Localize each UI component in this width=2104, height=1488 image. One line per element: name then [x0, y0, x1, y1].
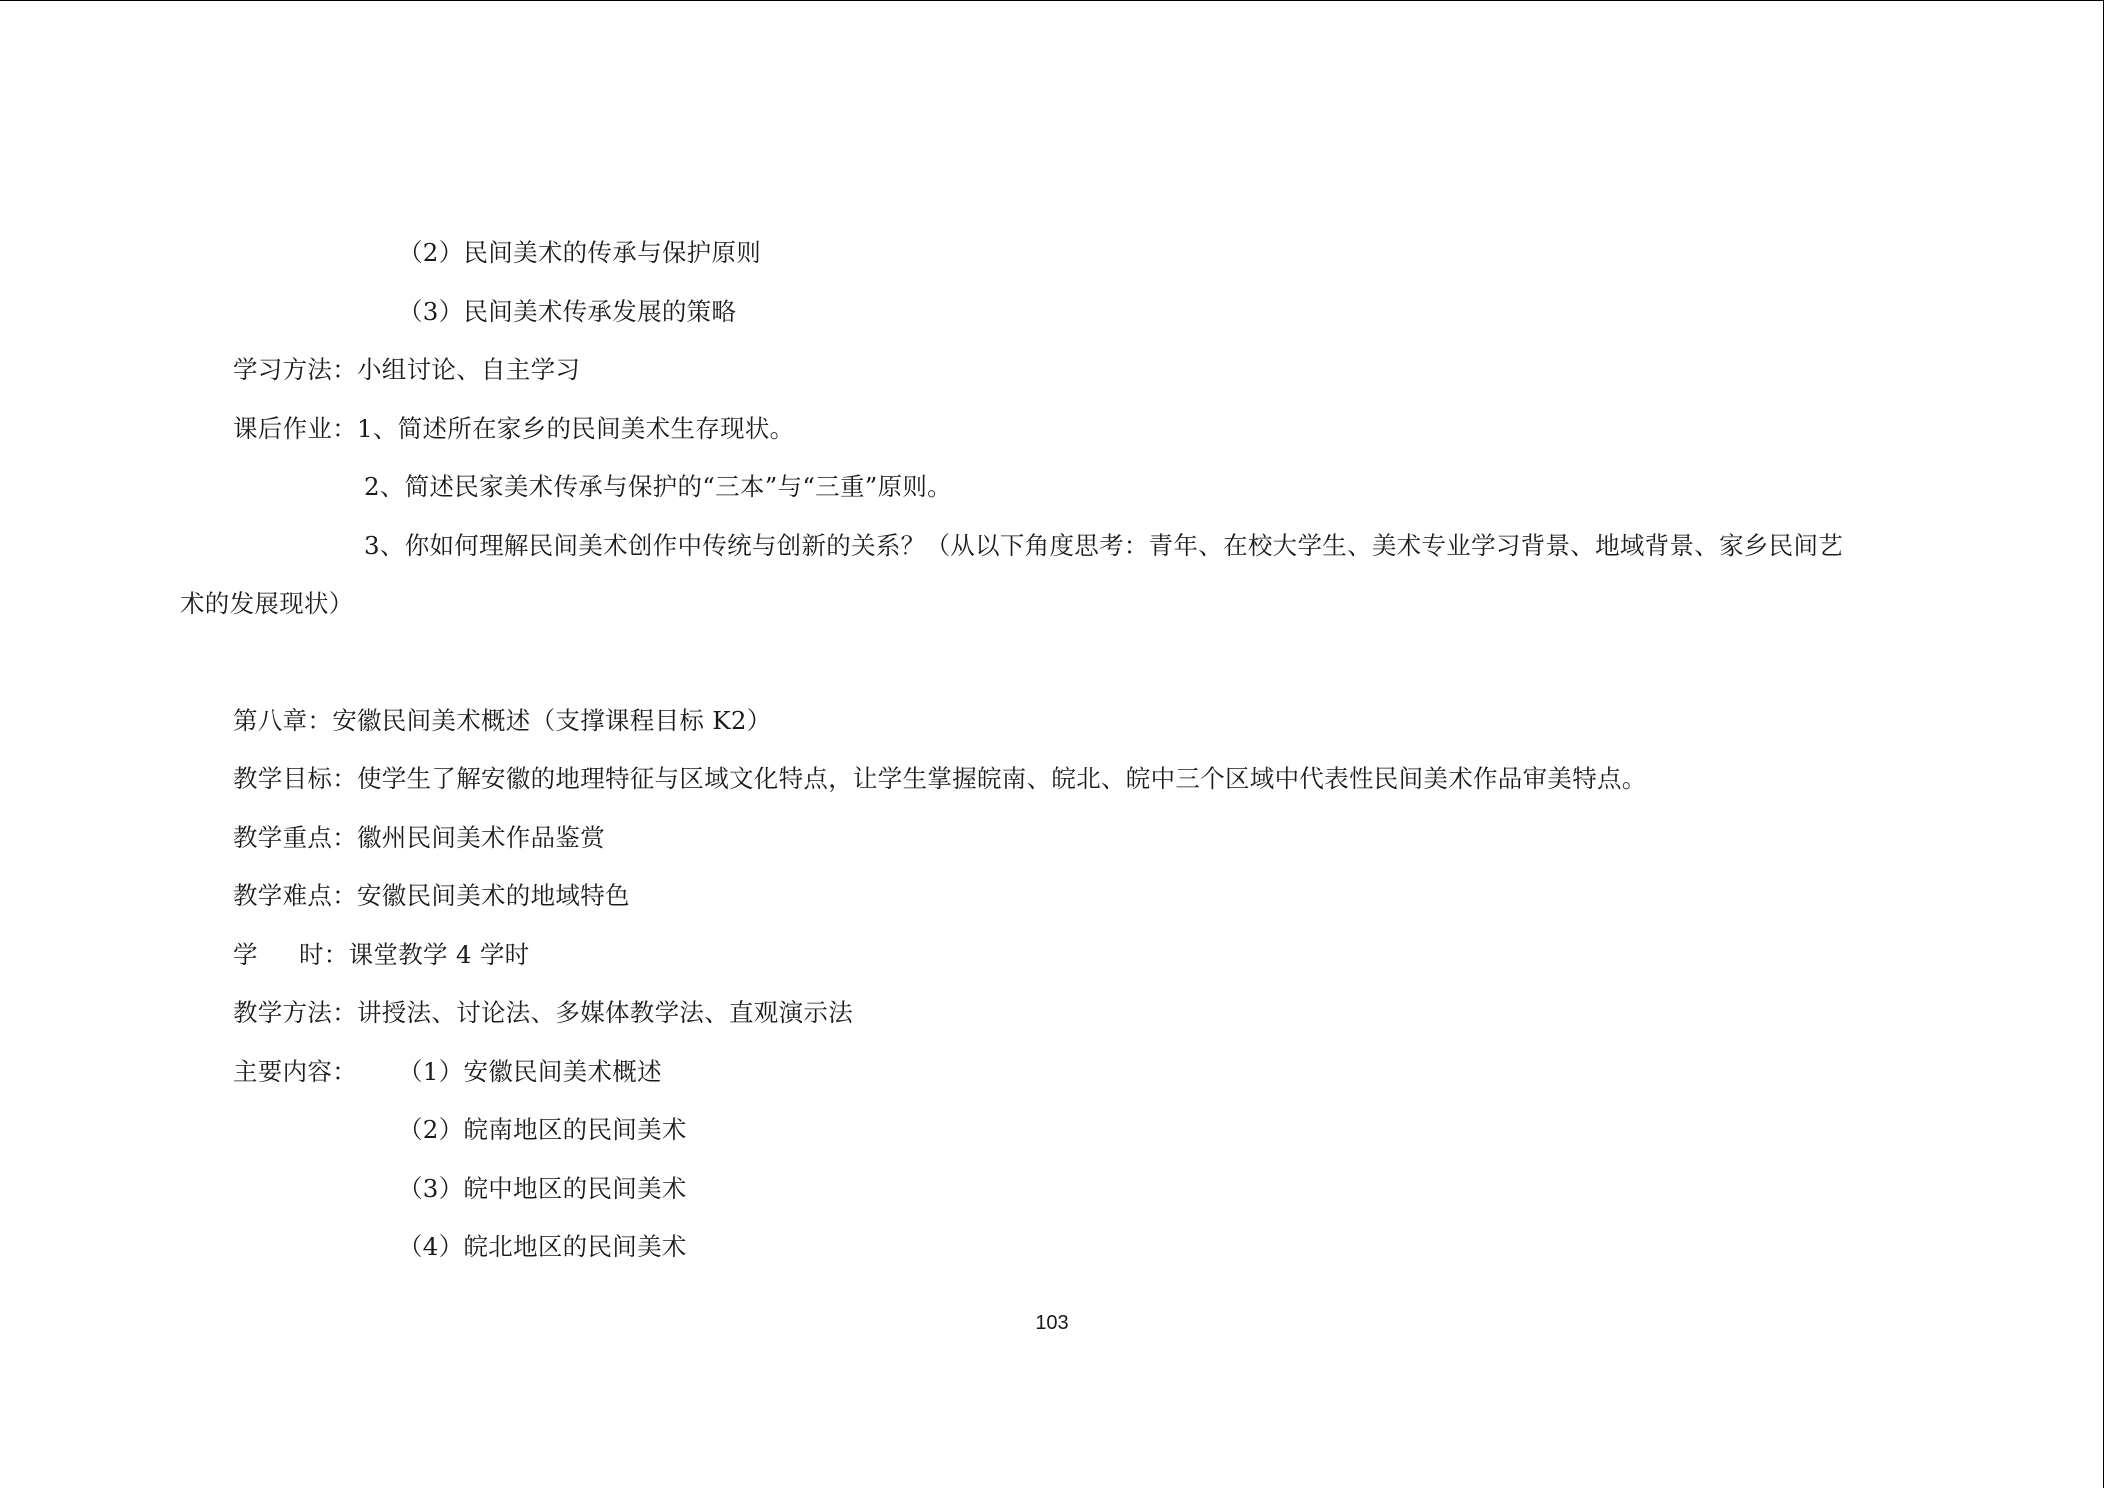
prev-content-item-3: （3）民间美术传承发展的策略: [398, 297, 737, 326]
main-content-label: 主要内容：: [233, 1057, 357, 1086]
teaching-difficulty-row: [233, 880, 630, 912]
teaching-difficulty-label: 教学难点：: [233, 881, 357, 910]
class-hours-label-b: 时：: [299, 940, 349, 969]
homework-label: 课后作业：: [233, 414, 357, 443]
teaching-goal-row: [233, 763, 1647, 795]
homework-item-3: 3、你如何理解民间美术创作中传统与创新的关系？（从以下角度思考：青年、在校大学生、美术专业学习背景、地域背景、家乡民间艺: [364, 531, 1844, 560]
teaching-focus-value: 徽州民间美术作品鉴赏: [357, 823, 605, 852]
teaching-focus-label: 教学重点：: [233, 823, 357, 852]
prev-content-item-2: （2）民间美术的传承与保护原则: [398, 238, 762, 267]
homework-row: [233, 413, 795, 445]
teaching-goal-value: 使学生了解安徽的地理特征与区域文化特点，让学生掌握皖南、皖北、皖中三个区域中代表性民间美术作品审美特点。: [357, 764, 1647, 793]
main-content-item-1: （1）安徽民间美术概述: [398, 1057, 662, 1086]
main-content-row: [233, 1056, 662, 1088]
study-method-row: [233, 354, 580, 386]
page-number: 103: [1035, 1312, 1069, 1334]
class-hours-row: [233, 939, 529, 971]
teaching-difficulty-value: 安徽民间美术的地域特色: [357, 881, 630, 910]
teaching-focus-row: [233, 822, 605, 854]
main-content-item-4: （4）皖北地区的民间美术: [398, 1232, 687, 1261]
teaching-method-row: [233, 997, 853, 1029]
chapter-8-title: 第八章：安徽民间美术概述（支撑课程目标 K2）: [233, 706, 772, 735]
main-content-item-3: （3）皖中地区的民间美术: [398, 1174, 687, 1203]
study-method-label: 学习方法：: [233, 355, 357, 384]
homework-item-1: 1、简述所在家乡的民间美术生存现状。: [357, 414, 795, 443]
main-content-item-2: （2）皖南地区的民间美术: [398, 1115, 687, 1144]
homework-item-3-continued: 术的发展现状）: [180, 589, 354, 618]
teaching-method-value: 讲授法、讨论法、多媒体教学法、直观演示法: [357, 998, 853, 1027]
class-hours-label-a: 学: [233, 940, 258, 969]
class-hours-value: 课堂教学 4 学时: [348, 940, 530, 969]
homework-item-2: 2、简述民家美术传承与保护的“三本”与“三重”原则。: [364, 472, 952, 501]
teaching-goal-label: 教学目标：: [233, 764, 357, 793]
page-top-border: [0, 0, 2104, 1]
study-method-value: 小组讨论、自主学习: [357, 355, 581, 384]
teaching-method-label: 教学方法：: [233, 998, 357, 1027]
